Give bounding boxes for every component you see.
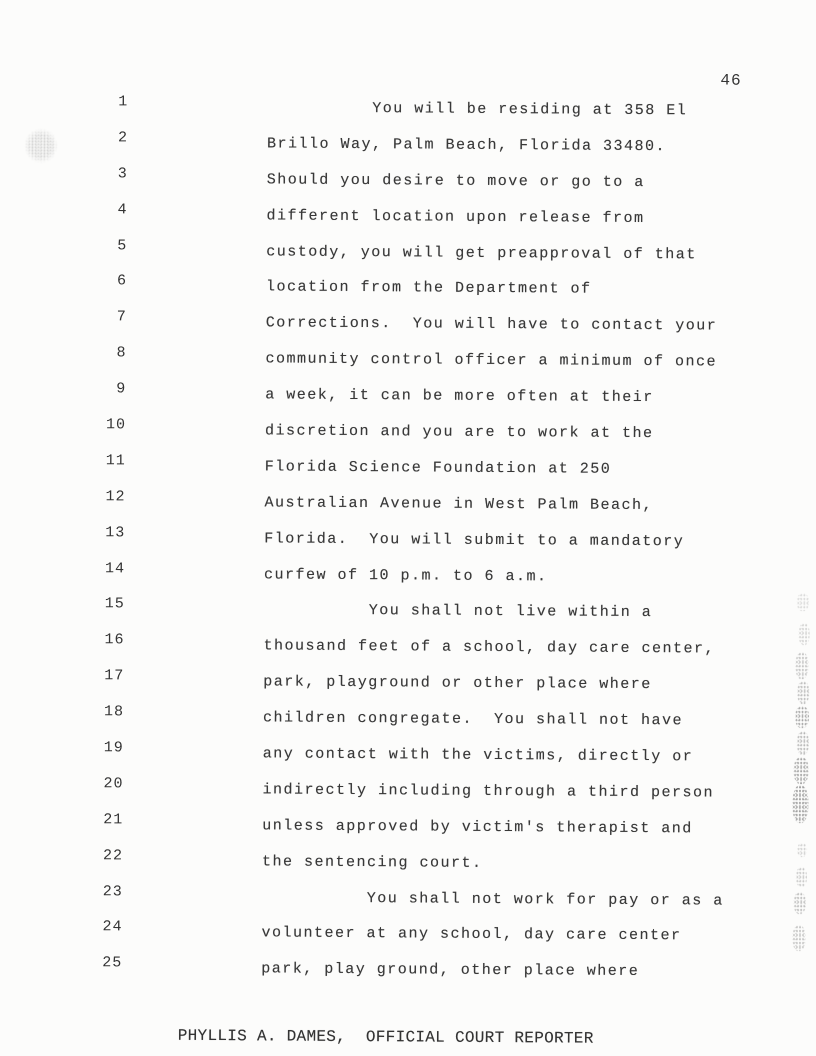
transcript-body [0, 93, 815, 996]
line-number: 4 [117, 201, 128, 219]
transcript-line-text: different location upon release from [266, 207, 645, 227]
transcript-line [0, 918, 810, 960]
transcript-line-text: thousand feet of a school, day care center, [263, 637, 716, 658]
transcript-line-text: volunteer at any school, day care center [261, 924, 682, 945]
line-number: 6 [116, 272, 128, 290]
line-number: 10 [105, 416, 127, 434]
transcript-line [0, 487, 813, 529]
transcript-line-text: discretion and you are to work at the [264, 422, 654, 443]
transcript-line [0, 739, 811, 781]
transcript-line-text: Florida Science Foundation at 250 [264, 458, 612, 478]
transcript-line [0, 523, 812, 565]
transcript-line [0, 846, 810, 888]
transcript-line-text: community control officer a minimum of once [265, 350, 718, 371]
line-number: 5 [117, 236, 128, 254]
line-number: 18 [103, 703, 125, 721]
transcript-line-text: You will be residing at 358 El [372, 100, 688, 120]
transcript-line [0, 344, 814, 386]
line-number: 2 [117, 129, 129, 147]
transcript-line [0, 164, 815, 206]
line-number: 9 [116, 380, 127, 398]
transcript-line [0, 128, 815, 170]
transcript-line-text: Australian Avenue in West Palm Beach, [264, 494, 654, 514]
page-number: 46 [720, 71, 742, 90]
transcript-line [0, 93, 815, 135]
transcript-line [0, 703, 811, 745]
line-number: 17 [104, 667, 125, 685]
transcript-line-text: a week, it can be more often at their [265, 386, 654, 407]
transcript-line [0, 308, 814, 350]
line-number: 16 [104, 631, 125, 649]
transcript-line [0, 631, 812, 673]
transcript-line [0, 882, 810, 924]
transcript-line [0, 451, 813, 493]
transcript-line [0, 416, 813, 458]
line-number: 8 [116, 344, 127, 362]
transcript-line-text: Florida. You will submit to a mandatory [264, 530, 685, 550]
line-number: 3 [117, 165, 128, 183]
transcript-line-text: custody, you will get preapproval of that [266, 242, 697, 263]
transcript-line [0, 595, 812, 637]
transcript-line [0, 954, 809, 996]
line-number: 22 [102, 846, 124, 865]
transcript-line-text: Corrections. You will have to contact your [265, 314, 718, 335]
transcript-line [0, 272, 814, 314]
transcript-line-text: the sentencing court. [261, 853, 483, 872]
transcript-line-text: children congregate. You shall not have [262, 709, 684, 730]
transcript-line [0, 236, 814, 278]
line-number: 21 [103, 811, 124, 829]
transcript-line [0, 667, 811, 709]
transcript-line [0, 200, 815, 242]
transcript-line-text: curfew of 10 p.m. to 6 a.m. [263, 565, 548, 585]
line-number: 7 [116, 308, 127, 326]
line-number: 20 [103, 775, 124, 793]
line-number: 19 [103, 739, 124, 757]
reporter-footer: PHYLLIS A. DAMES, OFFICIAL COURT REPORTER [177, 1026, 594, 1048]
transcript-line-text: location from the Department of [265, 278, 592, 299]
line-number: 11 [105, 452, 126, 470]
line-number: 12 [105, 488, 126, 506]
transcript-line [0, 559, 812, 601]
line-number: 14 [104, 559, 126, 577]
transcript-line-text: park, playground or other place where [263, 673, 652, 694]
line-number: 25 [102, 954, 123, 972]
transcript-line-text: Should you desire to move or go to a [266, 171, 645, 191]
transcript-line [0, 774, 811, 816]
transcript-line-text: Brillo Way, Palm Beach, Florida 33480. [266, 135, 667, 156]
line-number: 24 [102, 918, 123, 936]
transcript-line-text: You shall not live within a [368, 602, 653, 622]
transcript-line-text: park, play ground, other place where [261, 960, 640, 981]
line-number: 1 [118, 93, 129, 111]
line-number: 13 [105, 523, 126, 542]
transcript-line-text: indirectly including through a third person [262, 781, 715, 802]
transcript-line-text: unless approved by victim's therapist and [262, 817, 693, 838]
transcript-line-text: You shall not work for pay or as a [366, 889, 724, 910]
line-number: 15 [104, 595, 125, 613]
line-number: 23 [102, 882, 123, 900]
transcript-line [0, 810, 810, 852]
transcript-line-text: any contact with the victims, directly or [262, 745, 694, 766]
transcript-line [0, 380, 813, 422]
